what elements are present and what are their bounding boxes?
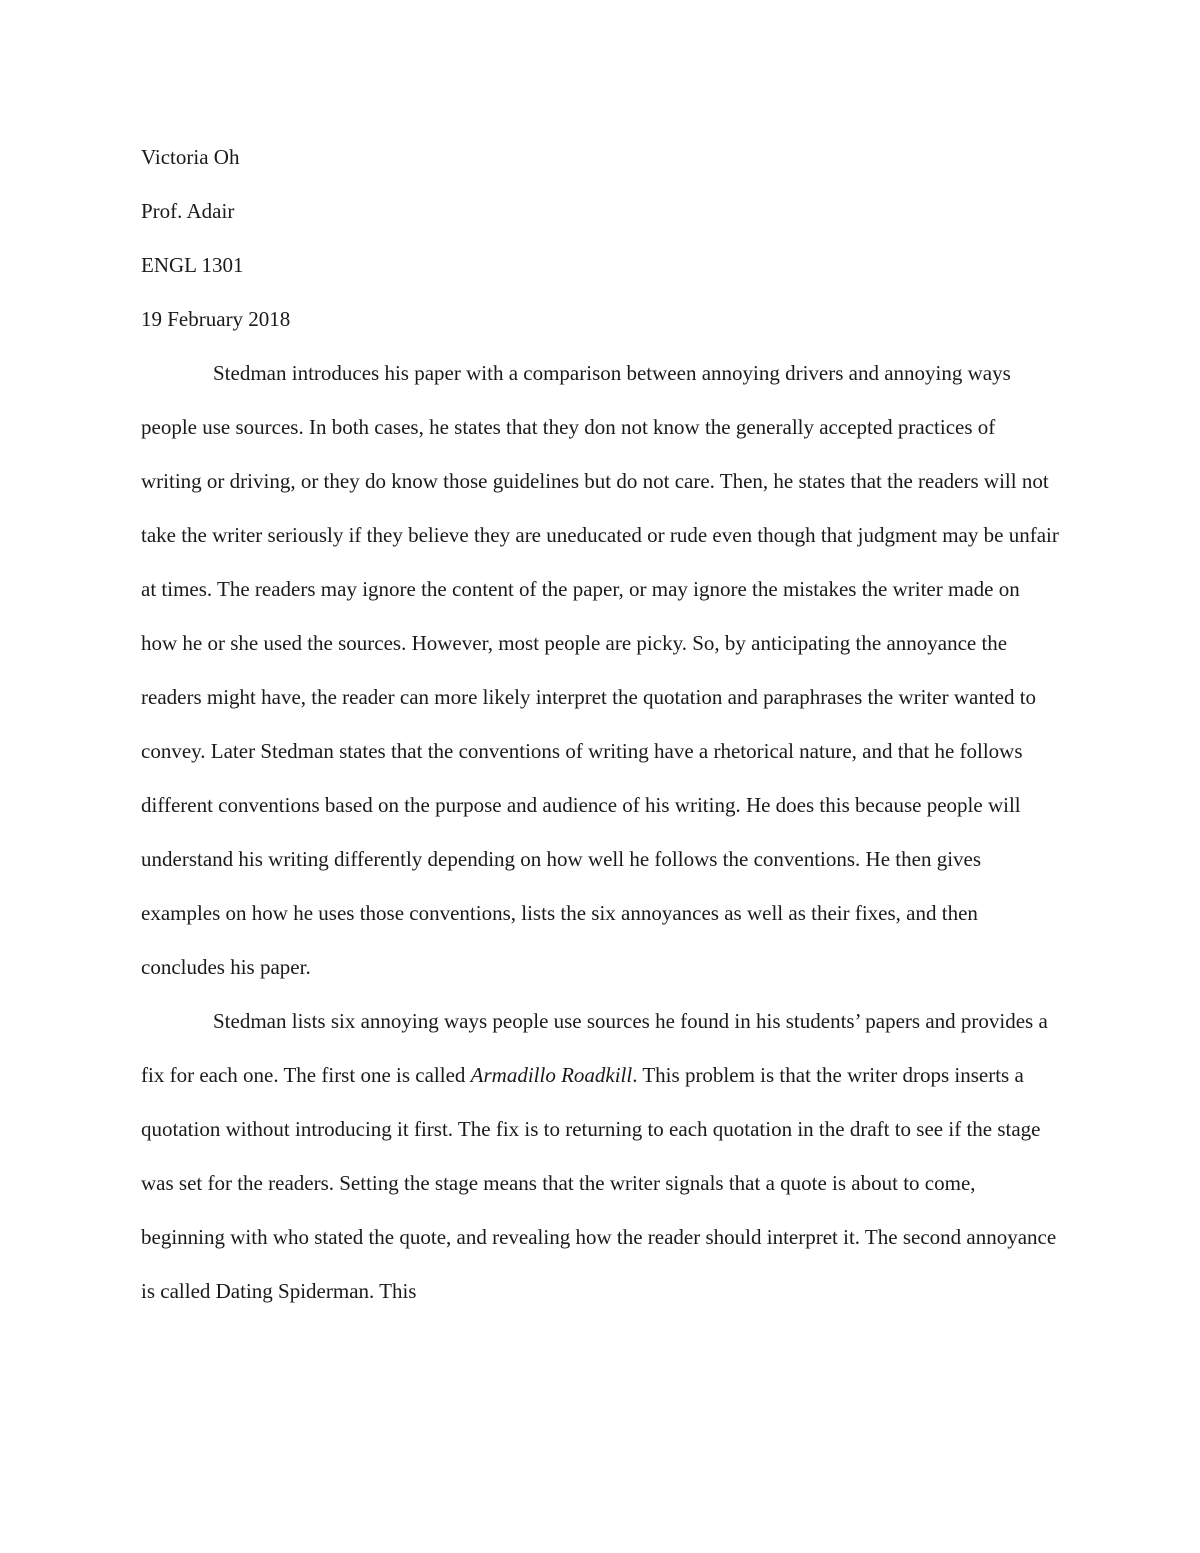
professor-name: Prof. Adair (141, 199, 235, 223)
paragraph-summary (141, 346, 1061, 994)
course-code: ENGL 1301 (141, 253, 244, 277)
annoyance-title-armadillo: Armadillo Roadkill (470, 1063, 633, 1087)
essay-body (141, 130, 1061, 1318)
paragraph-annoyances-text-1: Stedman lists six annoying ways people use sources he found in his students’ papers and provides a fix for each one. The first one is called (141, 1009, 1048, 1087)
student-name: Victoria Oh (141, 145, 240, 169)
paragraph-annoyances (141, 994, 1061, 1318)
paragraph-annoyances-text-2: . This problem is that the writer drops inserts a quotation without introducing it first. The fix is to returning to each quotation in the draft to see if the stage was set for the readers. Setting the stage means that the writer signals that a quote is about to come, beginning with who stated the quote, and revealing how the reader should interpret it. The second annoyance is called Dating Spiderman. This (141, 1063, 1057, 1303)
paragraph-summary-text: Stedman introduces his paper with a comparison between annoying drivers and annoying ways people use sources. In both cases, he states that they don not know the generally accepted practices of writing or driving, or they do know those guidelines but do not care. Then, he states that the readers will not take the writer seriously if they believe they are uneducated or rude even though that judgment may be unfair at times. The readers may ignore the content of the paper, or may ignore the mistakes the writer made on how he or she used the sources. However, most people are picky. So, by anticipating the annoyance the readers might have, the reader can more likely interpret the quotation and paraphrases the writer wanted to convey. Later Stedman states that the conventions of writing have a rhetorical nature, and that he follows different conventions based on the purpose and audience of his writing. He does this because people will understand his writing differently depending on how well he follows the conventions. He then gives examples on how he uses those conventions, lists the six annoyances as well as their fixes, and then concludes his paper. (141, 361, 1059, 979)
assignment-date: 19 February 2018 (141, 307, 291, 331)
